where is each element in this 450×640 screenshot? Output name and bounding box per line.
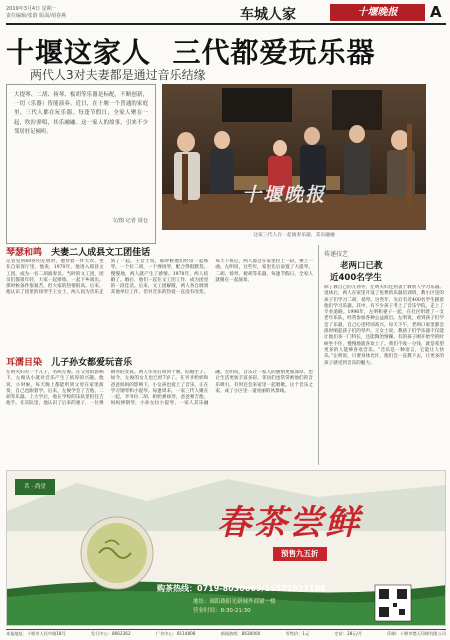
family-photo [162, 84, 426, 230]
section-title: 车城人家 [240, 7, 296, 23]
section1-body: 记者见到69岁的左明时，他穿着一件大衣，坐在自家客厅里。他说，1970年，他进入郧县文工团，成为一名二胡演奏员。当时的文工团，团员们都很年轻，大家一起排练，一起下乡演出。那时候条件很艰苦，但大家的热情很高。后来，他认识了团里的扬琴手王女士，两人因为音乐走到了一起。王女士说，那时候他们经常一起练琴，一个拉二胡，一个弹扬琴，配合得很默契。慢慢地，两人就产生了感情。1978年，两人结婚了。婚后，他们一起在文工团工作，成为团里的一段佳话。后来，文工团解散，两人各自调到其他单位工作，但对音乐的热爱一直没有改变。每天下班后，两人都会在家里拉上一段，弹上一曲。左明说，这些年，家里先后添置了大提琴、二胡、扬琴、板胡等乐器，每逢节假日，全家人就聚在一起演奏。 [6, 259, 313, 296]
footer-printer: 印刷：十堰市楚天印刷有限公司 [387, 631, 446, 636]
section2-body: 左明夫妇有一个儿子，名叫左俊。在父母的影响下，左俊从小就对音乐产生了浓厚的兴趣。他说，小时候，每天晚上都能听到父母在家里演奏，自己也跟着学。后来，左俊学会了吉他、二胡等乐器。上大学后，他在学校的乐队里担任吉他手。在乐队里，他认识了后来的妻子，一位弹钢琴的女孩。两人毕业后回到十堰，结婚生子。如今，左俊的女儿也已经7岁了。在爷爷奶奶和爸爸妈妈的影响下，小女孩也爱上了音乐，正在学习钢琴和小提琴。每逢周末，一家三代人聚在一起，爷爷拉二胡，奶奶弹扬琴，爸爸弹吉他，妈妈弹钢琴，小孙女拉小提琴，一家人其乐融融。左明说，音乐让一家人的感情更加深厚，也让生活更加丰富多彩。邻居们也常常被他们的音乐吸引，有时还会来家里一起唱歌。这个音乐之家，成了小区里一道亮丽的风景线。 [6, 370, 313, 407]
section2-tag: 耳濡目染 [6, 358, 43, 368]
section1-title: 夫妻二人成县文工团佳话 [51, 248, 151, 258]
main-headline: 十堰这家人 三代都爱玩乐器 [6, 36, 376, 69]
side-title-line1: 老两口已教 [340, 261, 383, 271]
byline: 文/图 记者 周仓 [111, 218, 148, 224]
side-tag: 传递技艺 [324, 251, 349, 258]
footer-retail-price: 零售价：1元 [285, 631, 310, 636]
editor-line: 责任编辑/张晗 版面/胡春燕 [6, 13, 66, 19]
footer-distribution: 发行中心：8662362 [91, 631, 131, 636]
main-subhead: 两代人3对夫妻都是通过音乐结缘 [30, 68, 206, 82]
section1-tag: 琴瑟和鸣 [6, 248, 43, 258]
brand-logo: 十堰晚报 [330, 4, 425, 21]
ad-phone-label: 购茶热线： [157, 584, 197, 593]
footer-monthly-price: 定价：28元/月 [334, 631, 363, 636]
ad-brand-mark: 茗 · 尚堂 [15, 479, 55, 495]
ad-hours: 营业时间：8:30-21:30 [193, 608, 251, 614]
ad-address: 地址：郧阳路阳光新城外商铺一楼 [193, 599, 276, 605]
page-letter: A [430, 3, 442, 21]
footer-hotline: 新闻热线：8630000 [220, 631, 261, 636]
date-line: 2019年3月4日 星期一 [6, 6, 57, 12]
ad-tag: 预售九五折 [273, 547, 327, 561]
tea-ad [6, 470, 446, 626]
section2-title: 儿子孙女都爱玩音乐 [51, 358, 133, 368]
ad-slogan: 春茶尝鲜 [217, 503, 361, 543]
side-title-line2: 近400名学生 [330, 273, 382, 283]
lead-paragraph: 大提琴、二胡、扬琴、板胡等乐器是标配，不断创新，一切（乐器）皆能演奏。近日，在十堰一个普通的家庭里，三代人都在玩乐器。每逢节假日，全家人聚在一起，吹拉弹唱，其乐融融。这一家人的故事，引来不少邻居驻足倾听。 [14, 92, 148, 135]
footer-address: 本报地址：十堰市人民中路18号 [6, 631, 66, 636]
photo-watermark: 十堰晚报 [242, 184, 327, 206]
footer-ads: 广告中心：8114808 [155, 631, 196, 636]
photo-caption: 这家三代人在一起演奏乐器，其乐融融 [253, 233, 335, 238]
side-body: 除了教自己的儿孙外，左明夫妇还热衷于教别人学习乐器。退休后，两人在家里开设了免费的乐器培训班，教小区里的孩子们学习二胡、扬琴。这些年，先后有近400名学生跟着他们学习乐器。其中，有不少孩子考上了音乐学院，走上了专业道路。1996年，左明和妻子一起，在社区组建了一支老年乐队，经常参加各种公益演出。左明说，看到孩子们学会了乐器，自己心里特别高兴。每天下午，老两口家里都会准时响起孩子们的琴声。王女士说，教孩子们学乐器不仅能让他们多一门特长，还能陶冶情操。有的孩子刚开始学的时候坐不住，慢慢地就喜欢上了。我们不收一分钱，就是希望更多的人能够喜欢音乐。“音乐是一种语言，它能让人快乐。”左明说，只要身体允许，他们会一直教下去，让更多的孩子感受到音乐的魅力。 [324, 285, 444, 366]
ad-phone: 0719-8030069/15571977108 [197, 584, 326, 593]
